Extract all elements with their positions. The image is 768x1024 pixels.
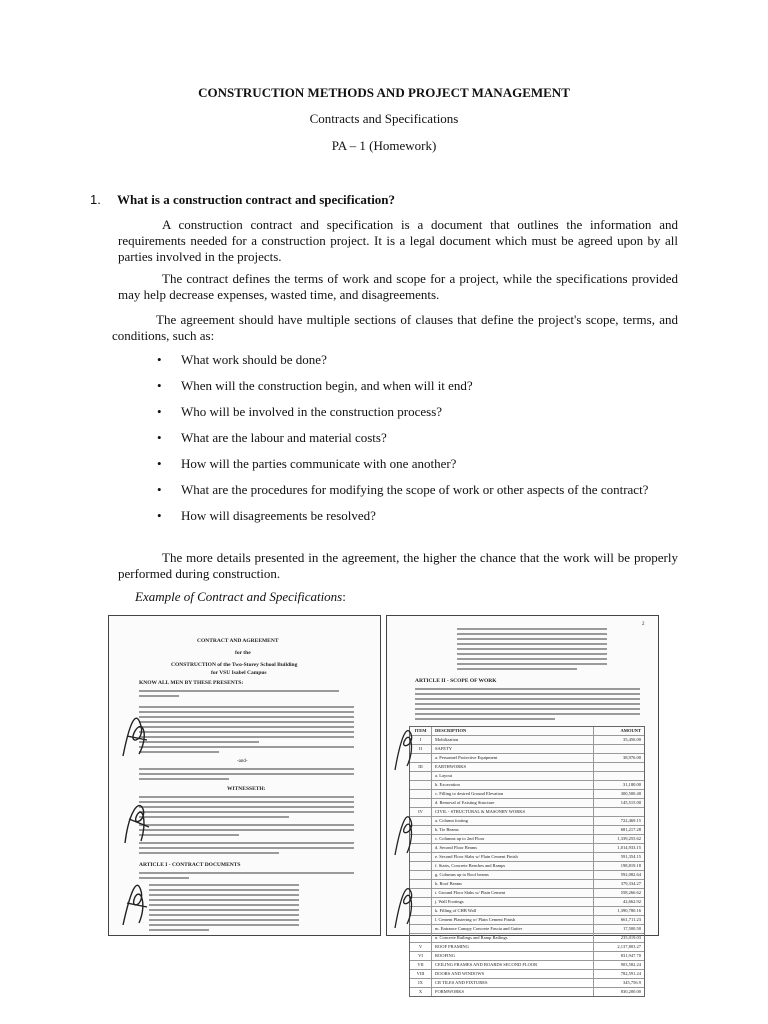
scan-text-line <box>139 801 354 803</box>
table-cell: 592,082.64 <box>620 872 641 877</box>
table-cell: IX <box>410 979 432 987</box>
table-row <box>410 988 644 996</box>
table-cell: 38,976.00 <box>623 755 641 760</box>
scan-text-line <box>457 638 607 640</box>
signature-mark <box>391 801 417 861</box>
scan-text-line <box>415 688 640 690</box>
clause-bullet-text: How will disagreements be resolved? <box>181 508 376 523</box>
scan-text-line <box>457 643 607 645</box>
table-cell: 42,662.92 <box>623 899 641 904</box>
scan-text-line <box>149 909 299 911</box>
scan-text-line <box>149 889 299 891</box>
bullet-glyph: • <box>157 378 162 393</box>
table-cell: f. Stairs, Concrete Benches and Ramps <box>432 862 594 870</box>
table-row <box>410 925 644 934</box>
table-row <box>410 880 644 889</box>
clause-bullet-item <box>157 430 682 446</box>
example-caption <box>135 589 346 605</box>
table-cell: c. Filling to desired Ground Elevation <box>432 790 594 798</box>
table-cell: 681,217.28 <box>620 827 641 832</box>
table-cell: DOORS AND WINDOWS <box>432 970 594 978</box>
table-cell: 831,947.70 <box>620 953 641 958</box>
signature-mark <box>391 716 417 776</box>
scan-text-line <box>139 690 339 692</box>
table-cell: k. Filling of CHB Wall <box>432 907 594 915</box>
contract-scan-right <box>386 615 659 994</box>
scan-text-line <box>139 716 354 718</box>
scan-text-line <box>139 778 229 780</box>
scan-text-line <box>139 806 354 808</box>
table-cell <box>410 934 432 942</box>
table-cell <box>594 745 644 753</box>
table-cell: EARTHWORKS <box>432 763 594 771</box>
scan-know-all: KNOW ALL MEN BY THESE PRESENTS: <box>139 680 244 686</box>
signature-mark <box>117 871 153 931</box>
scan-text-line <box>149 929 209 931</box>
table-cell: 903,582.24 <box>620 962 641 967</box>
table-row <box>410 871 644 880</box>
table-cell: 145,515.00 <box>620 800 641 805</box>
paragraph-contract-scope: The contract defines the terms of work and scope for a project, while the specifications provided may help decrease expenses, wasted time, and disagreements. <box>118 271 678 302</box>
scan-article-one: ARTICLE I - CONTRACT DOCUMENTS <box>139 862 241 868</box>
table-cell: a. Personnel Protective Equipment <box>432 754 594 762</box>
scan-text-line <box>139 711 354 713</box>
scan-for-the: for the <box>235 650 251 656</box>
table-row <box>410 763 644 772</box>
bullet-glyph: • <box>157 352 162 367</box>
table-row <box>410 934 644 943</box>
bullet-glyph: • <box>157 508 162 523</box>
table-row <box>410 961 644 970</box>
table-row <box>410 853 644 862</box>
scan-text-line <box>415 713 640 715</box>
table-cell: m. Entrance Canopy Concrete Fascia and Gutter <box>432 925 594 933</box>
signature-mark <box>117 706 153 766</box>
table-cell: 2,137,803.27 <box>617 944 641 949</box>
table-cell: a. Layout <box>432 772 594 780</box>
table-row <box>410 736 644 745</box>
scan-text-line <box>149 924 299 926</box>
clause-bullet-list <box>157 352 682 534</box>
table-cell: g. Columns up to Roof beams <box>432 871 594 879</box>
contract-scan-left <box>108 615 381 936</box>
table-cell: Mobilization <box>432 736 594 744</box>
table-row <box>410 970 644 979</box>
scan-text-line <box>139 842 354 844</box>
table-cell: b. Excavation <box>432 781 594 789</box>
table-cell: 300,500.40 <box>620 791 641 796</box>
scan-text-line <box>139 816 289 818</box>
table-row <box>410 808 644 817</box>
table-cell: 1,390,780.16 <box>617 908 641 913</box>
scan-text-line <box>415 708 640 710</box>
table-cell <box>410 790 432 798</box>
scan-text-line <box>139 731 354 733</box>
table-cell: VI <box>410 952 432 960</box>
table-cell: 31,180.00 <box>623 782 641 787</box>
table-cell: 830,200.00 <box>620 989 641 994</box>
table-row <box>410 898 644 907</box>
table-cell <box>410 862 432 870</box>
table-row <box>410 826 644 835</box>
table-row <box>410 943 644 952</box>
example-caption-colon: : <box>342 589 346 604</box>
question-number: 1. <box>90 192 101 207</box>
table-cell: 17,500.50 <box>623 926 641 931</box>
table-cell: d. Removal of Existing Structure <box>432 799 594 807</box>
bullet-glyph: • <box>157 430 162 445</box>
table-cell: 198,819.18 <box>620 863 641 868</box>
table-cell: 661,711.23 <box>620 917 641 922</box>
table-header-row <box>410 727 644 736</box>
table-cell <box>594 772 644 780</box>
clause-bullet-text: How will the parties communicate with one another? <box>181 456 457 471</box>
table-cell: 235,019.03 <box>620 935 641 940</box>
scan-text-line <box>457 628 607 630</box>
scan-text-line <box>457 658 607 660</box>
scan-text-line <box>149 884 299 886</box>
scan-text-line <box>415 718 555 720</box>
scan-text-line <box>139 746 354 748</box>
scan-text-line <box>415 703 640 705</box>
scan-text-line <box>139 706 354 708</box>
paragraph-definition: A construction contract and specification is a document that outlines the information and requirements needed for a construction project. It is a legal document which must be agreed upon by all parties involved in the projects. <box>118 217 678 264</box>
scan-text-line <box>139 847 354 849</box>
cost-table <box>409 726 645 997</box>
table-cell: 379,334.27 <box>620 881 641 886</box>
table-cell: CIVIL - STRUCTURAL & MASONRY WORKS <box>432 808 594 816</box>
scan-witnesseth: WITNESSETH: <box>227 786 266 792</box>
table-row <box>410 799 644 808</box>
scan-text-line <box>457 633 607 635</box>
clause-bullet-item <box>157 404 682 420</box>
table-cell: b. Tie Beams <box>432 826 594 834</box>
bullet-glyph: • <box>157 482 162 497</box>
document-title: CONSTRUCTION METHODS AND PROJECT MANAGEMENT <box>198 85 570 100</box>
table-row <box>410 817 644 826</box>
table-cell: i. Ground Floor Slabs w/ Plain Cement <box>432 889 594 897</box>
clause-bullet-text: What are the procedures for modifying the scope of work or other aspects of the contract? <box>181 482 649 497</box>
table-cell: III <box>410 763 432 771</box>
clause-bullet-text: Who will be involved in the construction process? <box>181 404 443 419</box>
scan-text-line <box>139 736 354 738</box>
clause-bullet-text: What are the labour and material costs? <box>181 430 387 445</box>
scan-project-name: CONSTRUCTION of the Two-Storey School Building <box>171 662 298 668</box>
document-subtitle: Contracts and Specifications <box>309 111 459 126</box>
table-cell: ROOFING <box>432 952 594 960</box>
clause-bullet-text: When will the construction begin, and when will it end? <box>181 378 473 393</box>
signature-mark <box>391 874 417 934</box>
clause-bullet-item <box>157 456 682 472</box>
scan-text-line <box>415 698 640 700</box>
question-heading <box>90 192 395 208</box>
clause-bullet-item <box>157 378 682 394</box>
table-cell: VII <box>410 961 432 969</box>
scan-text-line <box>149 914 299 916</box>
table-cell: d. Second Floor Beams <box>432 844 594 852</box>
scan-text-line <box>149 919 299 921</box>
table-row <box>410 754 644 763</box>
table-row <box>410 907 644 916</box>
paragraph-details: The more details presented in the agreement, the higher the chance that the work will be properly performed during construction. <box>118 550 678 581</box>
example-caption-text: Example of Contract and Specifications <box>135 589 343 604</box>
table-cell: ITEM <box>410 727 432 735</box>
scan-text-line <box>457 653 607 655</box>
table-cell: V <box>410 943 432 951</box>
table-row <box>410 952 644 961</box>
scan-text-line <box>139 721 354 723</box>
table-cell: h. Roof Beams <box>432 880 594 888</box>
table-cell: 591,354.15 <box>620 854 641 859</box>
table-cell <box>410 781 432 789</box>
scan-text-line <box>139 768 354 770</box>
table-cell: j. Wall Footings <box>432 898 594 906</box>
scan-campus: for VSU Isabel Campus <box>211 670 267 676</box>
table-row <box>410 979 644 988</box>
table-row <box>410 772 644 781</box>
table-cell: 782,591.24 <box>620 971 641 976</box>
table-cell: a. Column footing <box>432 817 594 825</box>
scan-text-line <box>457 663 607 665</box>
table-cell: II <box>410 745 432 753</box>
clause-bullet-item <box>157 508 682 524</box>
table-cell <box>594 763 644 771</box>
table-row <box>410 835 644 844</box>
table-row <box>410 916 644 925</box>
scan-text-line <box>139 852 279 854</box>
scan-text-line <box>139 695 179 697</box>
table-cell <box>594 808 644 816</box>
table-row <box>410 862 644 871</box>
table-cell: X <box>410 988 432 996</box>
scan-text-line <box>139 824 354 826</box>
table-cell: 722,469.15 <box>620 818 641 823</box>
question-text: What is a construction contract and specification? <box>117 192 396 207</box>
table-row <box>410 781 644 790</box>
table-row <box>410 745 644 754</box>
table-cell: FORMWORKS <box>432 988 594 996</box>
table-cell: CEILING FRAMES AND BOARDS SECOND FLOOR <box>432 961 594 969</box>
clause-bullet-text: What work should be done? <box>181 352 327 367</box>
scan-text-line <box>139 872 354 874</box>
clause-bullet-item <box>157 352 682 368</box>
scan-contract-heading: CONTRACT AND AGREEMENT <box>197 638 279 644</box>
scan-text-line <box>457 648 607 650</box>
scan-text-line <box>139 811 354 813</box>
table-cell: e. Second Floor Slabs w/ Plain Cement Finish <box>432 853 594 861</box>
assignment-label: PA – 1 (Homework) <box>331 138 437 153</box>
table-cell: I <box>410 736 432 744</box>
table-cell: AMOUNT <box>620 728 641 733</box>
table-cell: c. Columns up to 2nd Floor <box>432 835 594 843</box>
table-row <box>410 889 644 898</box>
table-cell: 558,266.62 <box>620 890 641 895</box>
bullet-glyph: • <box>157 404 162 419</box>
table-cell: 1,014,933.15 <box>617 845 641 850</box>
scan-text-line <box>415 693 640 695</box>
bullet-glyph: • <box>157 456 162 471</box>
table-cell: SAFETY <box>432 745 594 753</box>
table-row <box>410 844 644 853</box>
scan-text-line <box>139 741 259 743</box>
table-cell: IV <box>410 808 432 816</box>
table-cell: DESCRIPTION <box>432 727 594 735</box>
scan-text-line <box>149 894 299 896</box>
table-cell: 345,756.9 <box>623 980 641 985</box>
table-cell: ROOF FRAMING <box>432 943 594 951</box>
scan-text-line <box>149 899 299 901</box>
table-cell: n. Concrete Railings and Ramp Railings <box>432 934 594 942</box>
table-cell: 35,456.00 <box>623 737 641 742</box>
scan-text-line <box>139 726 354 728</box>
scan-text-line <box>139 773 354 775</box>
scan-article-two: ARTICLE II - SCOPE OF WORK <box>415 678 497 684</box>
scan-and: -and- <box>237 759 248 764</box>
scan-text-line <box>139 829 354 831</box>
signature-mark <box>117 791 153 851</box>
clause-bullet-item <box>157 482 682 498</box>
scan-text-line <box>139 796 354 798</box>
table-cell: 1,339,255.62 <box>617 836 641 841</box>
scan-text-line <box>149 904 299 906</box>
scan-text-line <box>457 668 577 670</box>
table-cell: VIII <box>410 970 432 978</box>
scan-page-number: 2 <box>642 622 645 627</box>
paragraph-agreement-sections: The agreement should have multiple sections of clauses that define the project's scope, terms, and conditions, such as: <box>112 312 678 343</box>
table-cell: CR TILES AND FIXTURES <box>432 979 594 987</box>
table-cell: l. Cement Plastering w/ Plain Cement Finish <box>432 916 594 924</box>
scan-text-line <box>139 834 239 836</box>
table-row <box>410 790 644 799</box>
